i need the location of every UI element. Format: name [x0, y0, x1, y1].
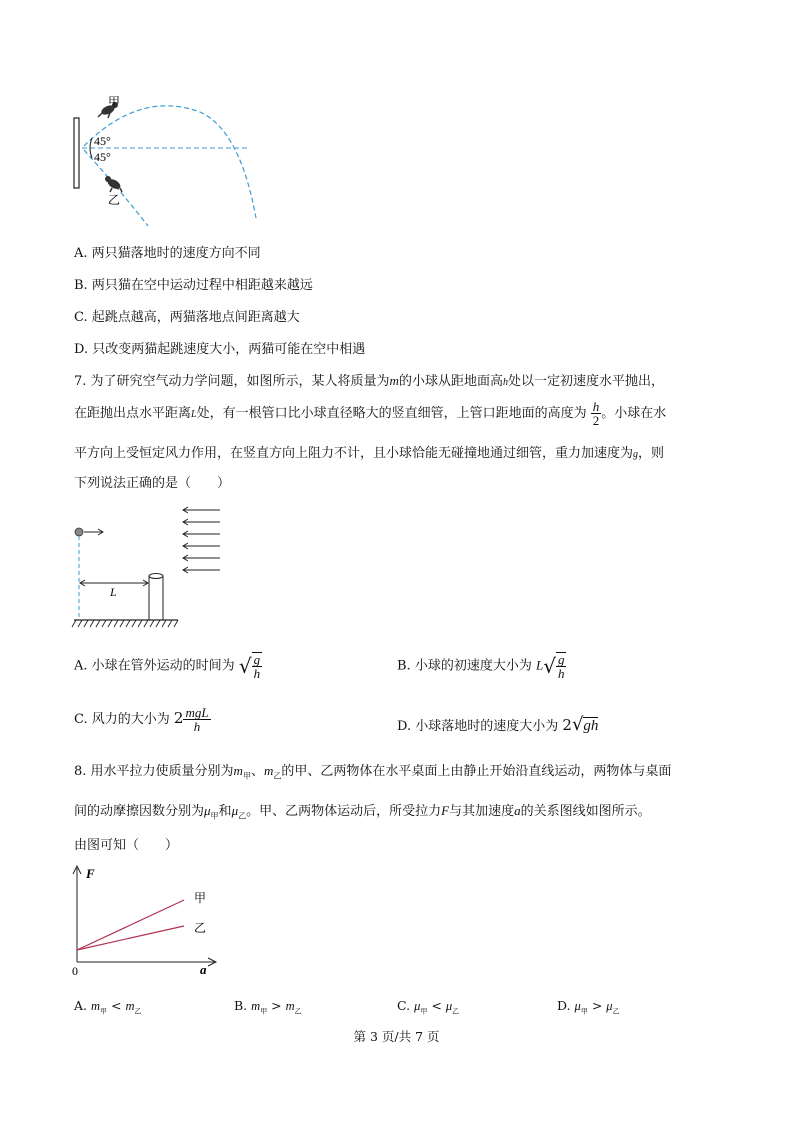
- ground-hatching: [72, 620, 178, 627]
- q8-option-b: B. $m_甲 > m_乙$: [234, 998, 302, 1016]
- q8-line-1: 8. 用水平拉力使质量分别为$m_甲$、$m_乙$的甲、乙两物体在水平桌面上由静止开始沿直线运动，两物体与桌面: [74, 763, 672, 781]
- q7-line-1: 7. 为了研究空气动力学问题，如图所示，某人将质量为m的小球从距地面高h处以一定初速度水平抛出，: [74, 373, 664, 389]
- q7-figure: [70, 500, 230, 635]
- q7-line-3: 平方向上受恒定风力作用，在竖直方向上阻力不计，且小球恰能无碰撞地通过细管，重力加速度为g，则: [74, 446, 665, 461]
- line-yi: [77, 926, 184, 950]
- label-jia: 甲: [108, 95, 121, 109]
- q7-line-2: 在距抛出点水平距离L处，有一根管口比小球直径略大的竖直细管，上管口距地面的高度为 $\frac{h}{2}$ 。小球在水: [74, 399, 667, 428]
- q7-option-a: A. 小球在管外运动的时间为 √ $\frac{g}{h}$: [74, 652, 261, 681]
- line-jia-label: 甲: [194, 891, 207, 905]
- cat-yi-icon: [105, 176, 122, 192]
- label-yi: 乙: [108, 193, 121, 207]
- wind-arrows: [183, 507, 220, 573]
- y-axis-label: F: [86, 866, 95, 881]
- q7-option-b: B. 小球的初速度大小为 L√ $\frac{g}{h}$: [397, 652, 565, 681]
- q8-option-c: C. $\mu_甲 < \mu_乙$: [397, 998, 460, 1016]
- q6-option-d: D. 只改变两猫起跳速度大小，两猫可能在空中相遇: [74, 342, 366, 357]
- q7-option-d: D. 小球落地时的速度大小为 2√gh: [397, 714, 599, 735]
- q8-graph: [66, 862, 226, 980]
- q7-line-4: 下列说法正确的是（ ）: [74, 476, 231, 491]
- vertical-tube: [149, 576, 163, 620]
- angle-bottom-label: 45°: [94, 150, 111, 164]
- q8-line-2: 间的动摩擦因数分别为$\mu_甲$和$\mu_乙$。甲、乙两物体运动后，所受拉力F与其加速度a的关系图线如图所示。: [74, 803, 651, 821]
- wall: [74, 118, 79, 188]
- line-yi-label: 乙: [194, 921, 207, 935]
- q7-option-c: C. 风力的大小为 2 $\frac{\text{mgL}}{h}$: [74, 705, 209, 734]
- page-footer: 第 3 页/共 7 页: [353, 1029, 440, 1044]
- q6-option-a: A. 两只猫落地时的速度方向不同: [74, 246, 261, 261]
- angle-top-label: 45°: [94, 134, 111, 148]
- q8-line-3: 由图可知（ ）: [74, 838, 179, 853]
- label-L: L: [110, 585, 117, 599]
- q6-figure: [60, 90, 280, 230]
- q8-option-d: D. $\mu_甲 > \mu_乙$: [557, 998, 620, 1016]
- x-axis-label: a: [200, 962, 207, 977]
- q6-option-c: C. 起跳点越高，两猫落地点间距离越大: [74, 310, 300, 325]
- origin-label: 0: [72, 964, 78, 978]
- line-jia: [77, 900, 184, 950]
- q6-option-b: B. 两只猫在空中运动过程中相距越来越远: [74, 278, 313, 293]
- q8-option-a: A. $m_甲 < m_乙$: [74, 998, 142, 1016]
- ball: [75, 528, 83, 536]
